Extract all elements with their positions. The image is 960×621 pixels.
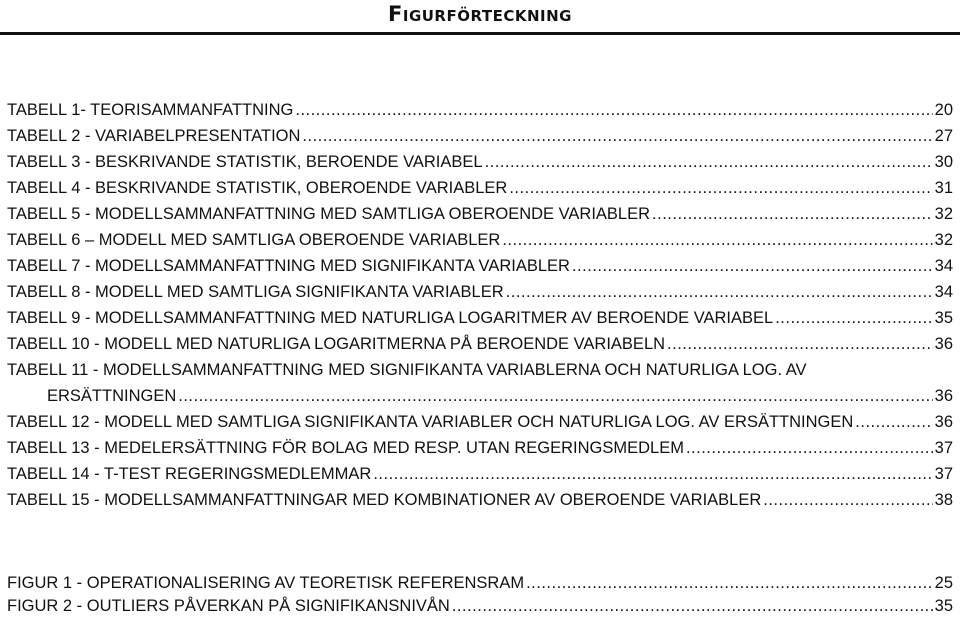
toc-entry-page: 34 (934, 257, 953, 275)
toc-entry-label: TABELL 15 - MODELLSAMMANFATTNINGAR MED KOMBINATIONER AV OBEROENDE VARIABLER (7, 491, 762, 509)
dot-leader (572, 253, 933, 279)
toc-entry-page: 38 (934, 491, 953, 509)
toc-entry-label: TABELL 12 - MODELL MED SAMTLIGA SIGNIFIKANTA VARIABLER OCH NATURLIGA LOG. AV ERSÄTTNINGEN (7, 413, 854, 431)
dot-leader (763, 487, 932, 513)
toc-entry-page: 30 (934, 153, 953, 171)
toc-entry-table-7[interactable] (7, 253, 953, 279)
toc-entry-label-continued: ERSÄTTNINGEN (47, 387, 177, 405)
title-underline (0, 32, 960, 35)
toc-entry-page: 36 (934, 335, 953, 353)
dot-leader (178, 383, 932, 409)
toc-entry-page: 20 (934, 101, 953, 119)
dot-leader (667, 331, 933, 357)
toc-entry-figure-1[interactable] (7, 572, 953, 595)
toc-entry-label: TABELL 10 - MODELL MED NATURLIGA LOGARITMERNA PÅ BEROENDE VARIABELN (7, 335, 666, 353)
toc-entry-page: 36 (934, 387, 953, 405)
toc-entry-label: TABELL 1- TEORISAMMANFATTNING (7, 101, 294, 119)
toc-entry-table-6[interactable] (7, 227, 953, 253)
toc-entry-page: 37 (934, 439, 953, 457)
toc-entry-page: 31 (934, 179, 953, 197)
toc-entry-page: 27 (934, 127, 953, 145)
toc-entry-label: TABELL 3 - BESKRIVANDE STATISTIK, BEROENDE VARIABEL (7, 153, 483, 171)
toc-entry-label: TABELL 5 - MODELLSAMMANFATTNING MED SAMTLIGA OBEROENDE VARIABLER (7, 205, 651, 223)
dot-leader (373, 461, 932, 487)
dot-leader (855, 409, 932, 435)
toc-entry-page: 35 (934, 597, 953, 615)
toc-entry-table-9[interactable] (7, 305, 953, 331)
toc-entry-table-4[interactable] (7, 175, 953, 201)
toc-entry-label: TABELL 14 - T-TEST REGERINGSMEDLEMMAR (7, 465, 372, 483)
toc-entry-continuation (7, 383, 953, 409)
dot-leader (652, 201, 933, 227)
toc-entry-label: TABELL 2 - VARIABELPRESENTATION (7, 127, 301, 145)
dot-leader (775, 305, 932, 331)
toc-entry-label: TABELL 7 - MODELLSAMMANFATTNING MED SIGNIFIKANTA VARIABLER (7, 257, 570, 275)
toc-entry-table-14[interactable] (7, 461, 953, 487)
toc-entry-label: TABELL 8 - MODELL MED SAMTLIGA SIGNIFIKANTA VARIABLER (7, 283, 504, 301)
dot-leader (502, 227, 932, 253)
toc-entry-table-12[interactable] (7, 409, 953, 435)
table-of-figures (7, 572, 953, 618)
toc-entry-page: 32 (934, 231, 953, 249)
toc-entry-table-15[interactable] (7, 487, 953, 513)
toc-entry-page: 25 (934, 574, 953, 592)
dot-leader (452, 595, 933, 618)
toc-entry-label: TABELL 6 – MODELL MED SAMTLIGA OBEROENDE VARIABLER (7, 231, 501, 249)
toc-entry-table-8[interactable] (7, 279, 953, 305)
toc-entry-label: TABELL 11 - MODELLSAMMANFATTNING MED SIGNIFIKANTA VARIABLERNA OCH NATURLIGA LOG. AV (7, 361, 807, 379)
dot-leader (302, 123, 932, 149)
toc-entry-label: TABELL 9 - MODELLSAMMANFATTNING MED NATURLIGA LOGARITMER AV BEROENDE VARIABEL (7, 309, 774, 327)
dot-leader (509, 175, 932, 201)
dot-leader (506, 279, 933, 305)
dot-leader (295, 97, 932, 123)
toc-entry-table-10[interactable] (7, 331, 953, 357)
dot-leader (686, 435, 933, 461)
toc-entry-page: 36 (934, 413, 953, 431)
toc-entry-table-2[interactable] (7, 123, 953, 149)
toc-entry-label: FIGUR 1 - OPERATIONALISERING AV TEORETISK REFERENSRAM (7, 574, 525, 592)
toc-entry-label: TABELL 4 - BESKRIVANDE STATISTIK, OBEROENDE VARIABLER (7, 179, 508, 197)
table-of-tables (7, 97, 953, 513)
toc-entry-page: 34 (934, 283, 953, 301)
toc-entry-page: 32 (934, 205, 953, 223)
toc-entry-table-1[interactable] (7, 97, 953, 123)
page-title: Figurförteckning (388, 2, 572, 26)
dot-leader (526, 572, 933, 595)
toc-entry-label: FIGUR 2 - OUTLIERS PÅVERKAN PÅ SIGNIFIKANSNIVÅN (7, 597, 450, 615)
toc-entry-page: 35 (934, 309, 953, 327)
toc-entry-table-3[interactable] (7, 149, 953, 175)
toc-entry-page: 37 (934, 465, 953, 483)
toc-entry-table-5[interactable] (7, 201, 953, 227)
toc-entry-table-13[interactable] (7, 435, 953, 461)
toc-entry-figure-2[interactable] (7, 595, 953, 618)
dot-leader (485, 149, 933, 175)
toc-entry-label: TABELL 13 - MEDELERSÄTTNING FÖR BOLAG MED RESP. UTAN REGERINGSMEDLEM (7, 439, 684, 457)
toc-entry-table-11[interactable] (7, 357, 953, 409)
